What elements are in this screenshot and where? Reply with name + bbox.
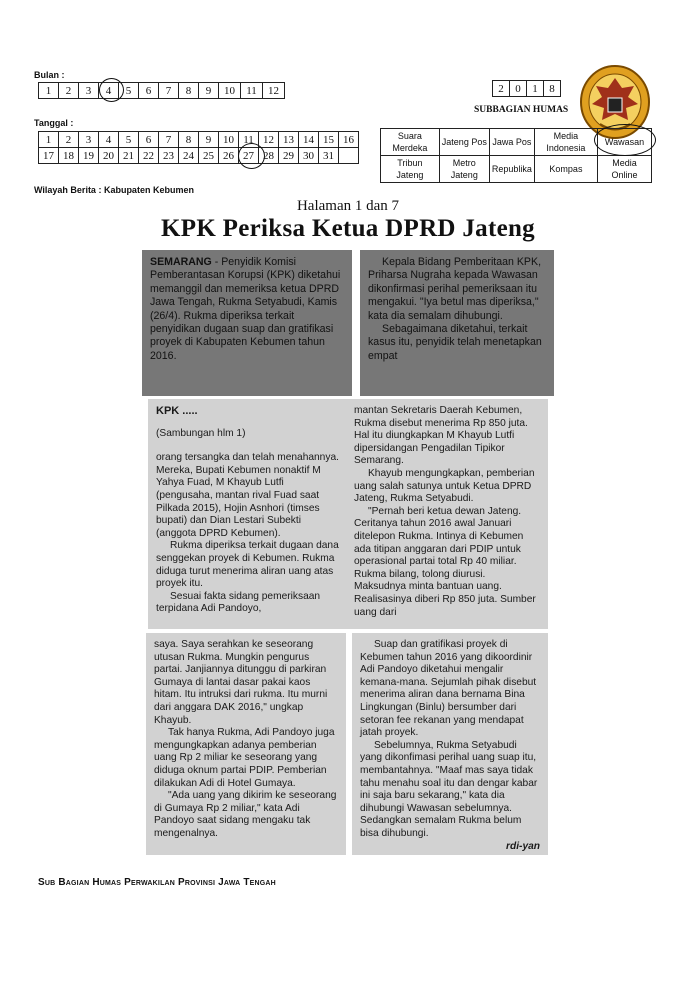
- article-clip-3: [148, 399, 548, 629]
- bulan-selected-circle: [99, 78, 124, 102]
- paragraph: Kepala Bidang Pemberitaan KPK, Priharsa Nugraha kepada Wawasan dikonfirmasi perihal pemeriksaan itu mengakui. "Iya betul mas diperiksa," kata dia semalam dihubungi.: [368, 256, 542, 322]
- tanggal-cell: 16: [339, 132, 359, 148]
- dateline: SEMARANG: [150, 256, 212, 268]
- continuation-note: (Sambungan hlm 1): [156, 427, 246, 439]
- tanggal-cell: 4: [99, 132, 119, 148]
- tanggal-cell: 18: [59, 148, 79, 164]
- tanggal-cell: 19: [79, 148, 99, 164]
- headline: KPK Periksa Ketua DPRD Jateng: [161, 215, 535, 242]
- tanggal-grid: [38, 131, 359, 164]
- media-selected-circle: [594, 124, 656, 156]
- bulan-cell: 12: [263, 83, 285, 99]
- bulan-cell: 2: [59, 83, 79, 99]
- paragraph: Sebelumnya, Rukma Setyabudi yang dikonfimasi perihal uang suap itu, membantahnya. "Maaf mas saya tidak tahu menahu soal itu dan dengar kabar ini saja baru sekarang," kata dia dihubungi Wawasan sebelumnya. Sedangkan semalam Rukma belum bisa dihubungi.: [360, 739, 538, 839]
- tanggal-cell: 27: [239, 148, 259, 164]
- article-clip-1: [142, 250, 352, 396]
- page-number: Halaman 1 dan 7: [296, 198, 400, 214]
- bulan-cell: 1: [39, 83, 59, 99]
- year-digit-cell: 1: [527, 81, 544, 97]
- tanggal-cell: 10: [219, 132, 239, 148]
- media-outlet-cell: Media Online: [598, 156, 652, 183]
- media-outlet-cell: Jateng Pos: [439, 129, 489, 156]
- tanggal-cell: 26: [219, 148, 239, 164]
- paragraph: "Pernah beri ketua dewan Jateng. Ceritanya tahun 2016 awal Januari ditelepon Rukma. Intinya di Kebumen ada titipan anggaran dari PDIP untuk operasional partai total Rp 40 miliar. Rukma bilang, tolong diurusi. Maksudnya minta bantuan uang. Realisasinya diberi Rp 850 juta. Sumber uang dari: [354, 505, 536, 618]
- tanggal-cell: 11: [239, 132, 259, 148]
- media-outlet-cell: Suara Merdeka: [381, 129, 440, 156]
- bulan-label: Bulan :: [34, 70, 65, 80]
- year-grid: [492, 80, 561, 97]
- bulan-cell: 9: [199, 83, 219, 99]
- tanggal-cell: 21: [119, 148, 139, 164]
- tanggal-cell: 15: [319, 132, 339, 148]
- bulan-cell: 6: [139, 83, 159, 99]
- org-name: SUBBAGIAN HUMAS: [474, 105, 569, 115]
- year-digit-cell: 2: [493, 81, 510, 97]
- paragraph: Sebagaimana diketahui, terkait kasus itu, penyidik telah menetapkan empat: [368, 323, 542, 362]
- tanggal-cell: [339, 148, 359, 164]
- tanggal-cell: 30: [299, 148, 319, 164]
- paragraph: Suap dan gratifikasi proyek di Kebumen tahun 2016 yang dikoordinir Adi Pandoyo diketahui mengalir kemana-mana. Sejumlah pihak disebut menerima aliran dana bernama Bina Lingkungan (Binlu) bersumber dari setoran fee rekanan yang mendapat jatah proyek.: [360, 639, 537, 739]
- tanggal-cell: 17: [39, 148, 59, 164]
- paragraph: orang tersangka dan telah menahannya. Mereka, Bupati Kebumen nonaktif M Yahya Fuad, M Khayub Lutfi (pengusaha, mantan rival Fuad saat Pilkada 2015), Hojin Asnhori (timses bupati) dan Dian Lestari Subekti (anggota DPRD Kebumen).: [156, 452, 339, 539]
- tanggal-cell: 3: [79, 132, 99, 148]
- paragraph: Sesuai fakta sidang pemeriksaan terpidana Adi Pandoyo,: [156, 590, 321, 615]
- tanggal-cell: 2: [59, 132, 79, 148]
- article-clip-5: [352, 633, 548, 855]
- bulan-cell: 11: [241, 83, 263, 99]
- author-signature: rdi-yan: [506, 840, 540, 852]
- tanggal-cell: 12: [259, 132, 279, 148]
- tanggal-cell: 1: [39, 132, 59, 148]
- paragraph: Rukma diperiksa terkait dugaan dana senggekan proyek di Kebumen. Rukma diduga turut menerima aliran uang atas proyek itu.: [156, 540, 339, 590]
- paragraph: "Ada uang yang dikirim ke seseorang di Gumaya Rp 2 miliar," kata Adi Pandoyo saat sidang mengaku tak mengenalnya.: [154, 790, 337, 839]
- tanggal-cell: 20: [99, 148, 119, 164]
- paragraph: mantan Sekretaris Daerah Kebumen, Rukma disebut menerima Rp 850 juta. Hal itu diungkapkan M Khayub Lutfi dipersidangan Pengadilan Tipikor Semarang.: [354, 405, 528, 467]
- bulan-cell: 7: [159, 83, 179, 99]
- media-outlet-cell: Republika: [489, 156, 534, 183]
- bulan-cell: 4: [99, 83, 119, 99]
- tanggal-cell: 14: [299, 132, 319, 148]
- bulan-cell: 10: [219, 83, 241, 99]
- tanggal-label: Tanggal :: [34, 118, 74, 128]
- media-outlet-cell: Wawasan: [598, 129, 652, 156]
- bulan-cell: 5: [119, 83, 139, 99]
- article-clip-4: [146, 633, 346, 855]
- tanggal-cell: 5: [119, 132, 139, 148]
- tanggal-cell: 8: [179, 132, 199, 148]
- tanggal-cell: 22: [139, 148, 159, 164]
- media-outlet-cell: Tribun Jateng: [381, 156, 440, 183]
- tanggal-selected-circle: [238, 143, 265, 169]
- footer-text: Sub Bagian Humas Perwakilan Provinsi Jawa Tengah: [38, 877, 276, 888]
- media-outlet-cell: Metro Jateng: [439, 156, 489, 183]
- media-outlet-cell: Kompas: [534, 156, 597, 183]
- tanggal-cell: 25: [199, 148, 219, 164]
- tanggal-cell: 29: [279, 148, 299, 164]
- article-clip-2: [360, 250, 554, 396]
- tanggal-cell: 28: [259, 148, 279, 164]
- tanggal-cell: 6: [139, 132, 159, 148]
- media-outlet-cell: Jawa Pos: [489, 129, 534, 156]
- wilayah-berita: Wilayah Berita : Kabupaten Kebumen: [34, 185, 194, 195]
- year-digit-cell: 0: [510, 81, 527, 97]
- media-outlet-cell: Media Indonesia: [534, 129, 597, 156]
- bulan-cell: 8: [179, 83, 199, 99]
- lead-paragraph: - Penyidik Komisi Pemberantasan Korupsi (KPK) diketahui memanggil dan memeriksa ketua DPRD Jawa Tengah, Rukma Setyabudi, Kamis (26/4). Rukma diperiksa terkait penyidikan dugaan suap dan gratifikasi proyek di Kabupaten Kebumen tahun 2016.: [150, 256, 341, 362]
- year-digit-cell: 8: [544, 81, 561, 97]
- tanggal-cell: 31: [319, 148, 339, 164]
- tanggal-cell: 7: [159, 132, 179, 148]
- paragraph: Tak hanya Rukma, Adi Pandoyo juga mengungkapkan adanya pemberian uang Rp 2 miliar ke seseorang yang diduga oknum partai PDIP. Pemberian dilakukan Adi di Hotel Gumaya.: [154, 727, 335, 789]
- bulan-grid: [38, 82, 285, 99]
- tanggal-cell: 13: [279, 132, 299, 148]
- tanggal-cell: 24: [179, 148, 199, 164]
- paragraph: saya. Saya serahkan ke seseorang utusan Rukma. Mungkin pengurus partai. Janjiannya ditunggu di parkiran Gumaya di lantai dasar pakai kaos hitam. Itu intruksi dari rukma. Itu murni dari anggara DAK 2016," ungkap Khayub.: [154, 639, 328, 726]
- tanggal-cell: 9: [199, 132, 219, 148]
- tanggal-cell: 23: [159, 148, 179, 164]
- paragraph: Khayub mengungkapkan, pemberian uang salah satunya untuk Ketua DPRD Jateng, Rukma Setyabudi.: [354, 467, 535, 505]
- bulan-cell: 3: [79, 83, 99, 99]
- continuation-kicker: KPK .....: [156, 405, 198, 417]
